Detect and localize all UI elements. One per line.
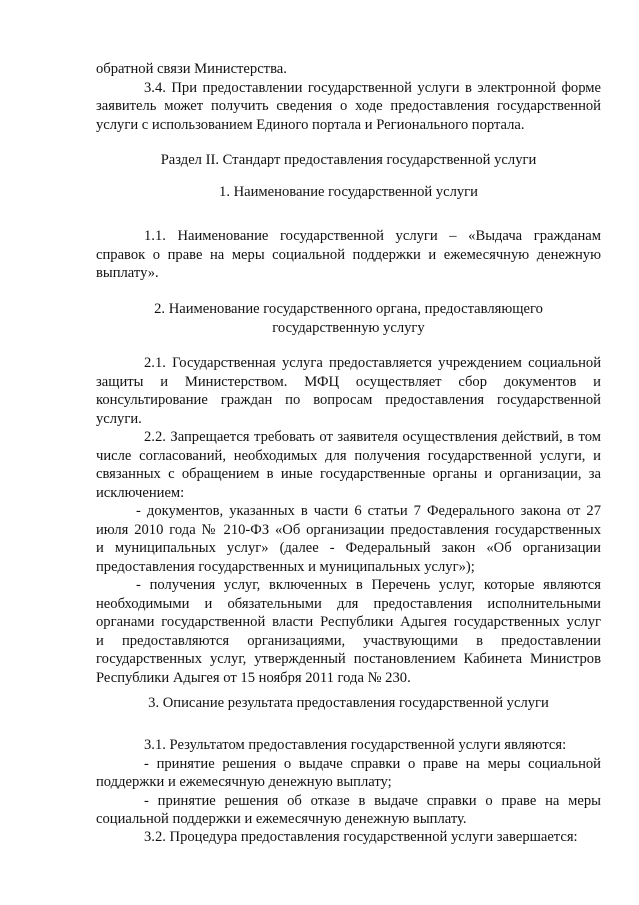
text-line: обратной связи Министерства.	[96, 61, 287, 77]
text-line: - получения услуг, включенных в Перечень услуг, которые являются	[136, 577, 601, 593]
text-line: поддержки и ежемесячную денежную выплату;	[96, 774, 392, 790]
text-line: 2.2. Запрещается требовать от заявителя осуществления действий, в том	[144, 429, 601, 445]
heading-3: 3. Описание результата предоставления государственной услуги	[148, 695, 549, 711]
text-line: необходимыми и обязательными для предоставления исполнительными	[96, 595, 601, 612]
paragraph-3-4: 3.4. При предоставлении государственной услуги в электронной форме заявитель может получить сведения о ходе предоставления государственной услуги с использованием Единого портала и Регионального портала.	[96, 79, 601, 133]
paragraph-3-1	[96, 736, 601, 829]
text-line: 3.1. Результатом предоставления государственной услуги являются:	[144, 737, 567, 753]
dash-item-2	[96, 576, 601, 687]
heading-2-line1: 2. Наименование государственного органа, предоставляющего	[154, 301, 543, 317]
text-line: Республики Адыгея от 15 ноября 2011 года № 230.	[96, 669, 411, 686]
paragraph-1-1: 1.1. Наименование государственной услуги – «Выдача гражданам справок о праве на меры социальной поддержки и ежемесячную денежную выплату».	[96, 228, 601, 281]
paragraph-2-1-block	[96, 354, 601, 428]
heading-2	[96, 300, 601, 337]
text-line: органами государственной власти Республики Адыгея государственных услуг	[96, 614, 601, 630]
text-line: и муниципальных услуг» (далее - Федеральный закон «Об организации	[96, 540, 601, 556]
paragraph-2-1: 2.1. Государственная услуга предоставляется учреждением социальной защиты и Министерством. МФЦ осуществляет сбор документов и консультирование граждан по вопросам предоставления государственной услуги.	[96, 355, 601, 427]
text-line: - принятие решения о выдаче справки о праве на меры социальной	[144, 755, 601, 772]
intro-block	[96, 60, 601, 134]
heading-1: 1. Наименование государственной услуги	[219, 184, 478, 200]
text-line: предоставления государственных и муниципальных услуг»);	[96, 558, 475, 575]
paragraph-1-1-block	[96, 227, 601, 283]
section-title: Раздел II. Стандарт предоставления государственной услуги	[160, 152, 537, 168]
text-line: связанных с обращением в иные государственные органы и организации, за	[96, 466, 601, 482]
paragraph-3-2-block	[96, 828, 601, 847]
heading-2-line2: государственную услугу	[272, 319, 425, 336]
text-line: - документов, указанных в части 6 статьи 7 Федерального закона от 27	[136, 503, 601, 519]
text-line: и предоставляются организациями, участвующими в предоставлении	[96, 632, 601, 649]
text-line: - принятие решения об отказе в выдаче справки о праве на меры	[144, 792, 601, 809]
text-line: социальной поддержки и ежемесячную денежную выплату.	[96, 811, 467, 827]
paragraph-2-2	[96, 428, 601, 502]
text-line: государственных услуг, утвержденный постановлением Кабинета Министров	[96, 651, 601, 667]
dash-item-1	[96, 502, 601, 576]
paragraph-3-2: 3.2. Процедура предоставления государственной услуги завершается:	[144, 829, 578, 845]
text-line: исключением:	[96, 484, 185, 501]
text-line: числе согласований, необходимых для получения государственной услуги, и	[96, 447, 601, 464]
text-line: июля 2010 года № 210-ФЗ «Об организации предоставления государственных	[96, 521, 601, 538]
